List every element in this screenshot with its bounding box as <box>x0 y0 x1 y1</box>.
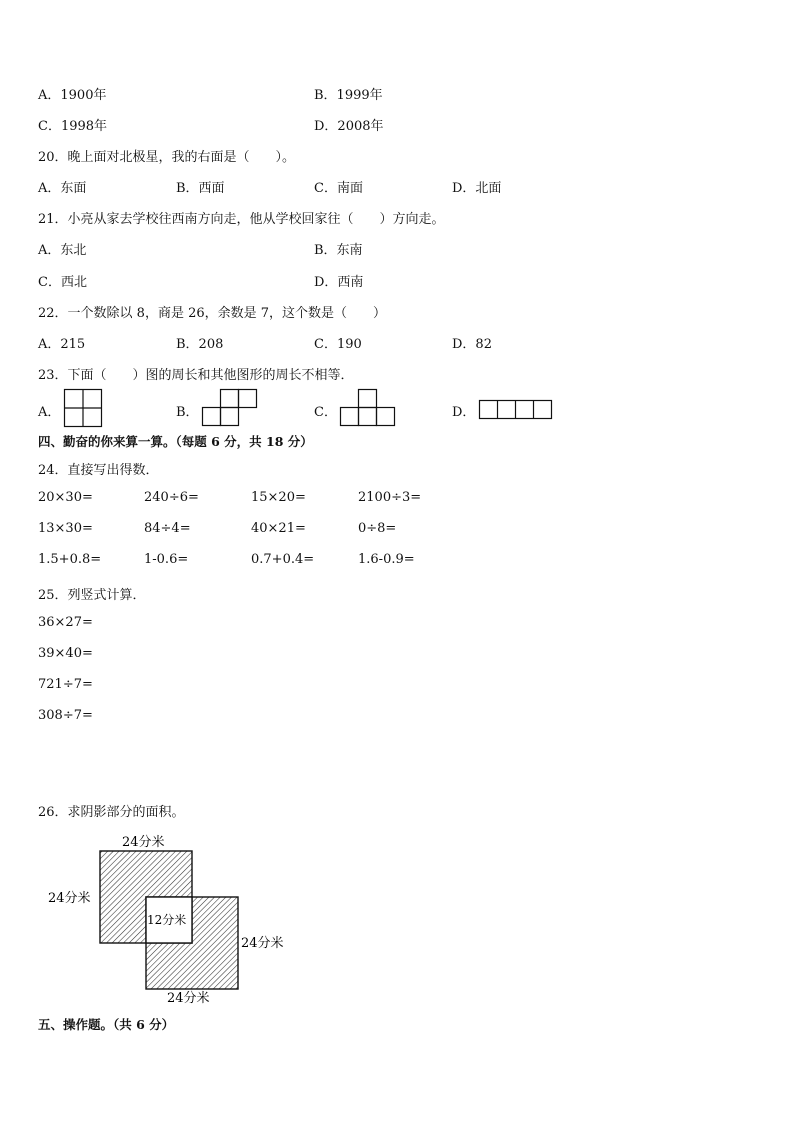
q24-expr: 0÷8= <box>358 521 397 536</box>
q24-expr: 1-0.6= <box>144 552 189 567</box>
q20-option-b: B．西面 <box>176 181 225 196</box>
q20-option-a: A．东面 <box>38 181 87 196</box>
q19-option-c: C．1998年 <box>38 119 108 134</box>
q24-expr: 13×30= <box>38 521 93 536</box>
q21-stem: 21．小亮从家去学校往西南方向走，他从学校回家往（ ）方向走。 <box>38 212 445 227</box>
q26-label-top: 24分米 <box>122 835 165 850</box>
1x4-row-squares-icon <box>479 400 555 422</box>
q24-expr: 1.6-0.9= <box>358 552 415 567</box>
q24-expr: 84÷4= <box>144 521 191 536</box>
q25-stem: 25．列竖式计算． <box>38 588 146 603</box>
q19-option-d: D．2008年 <box>314 119 384 134</box>
q24-expr: 0.7+0.4= <box>251 552 315 567</box>
t-shape-squares-icon <box>340 389 400 431</box>
q20-stem: 20．晚上面对北极星，我的右面是（ ）。 <box>38 150 296 165</box>
q23-option-d: D． <box>452 405 476 420</box>
q26-overlapping-squares-figure <box>40 828 310 1008</box>
q24-stem: 24．直接写出得数． <box>38 463 159 478</box>
q24-expr: 20×30= <box>38 490 93 505</box>
q19-option-b: B．1999年 <box>314 88 383 103</box>
q26-label-left: 24分米 <box>48 891 91 906</box>
q23-stem: 23．下面（ ）图的周长和其他图形的周长不相等． <box>38 368 354 383</box>
q24-expr: 240÷6= <box>144 490 199 505</box>
section4-title: 四、勤奋的你来算一算。（每题 6 分，共 18 分） <box>38 434 313 449</box>
q23-option-c: C． <box>314 405 337 420</box>
q24-expr: 40×21= <box>251 521 306 536</box>
q26-label-bottom: 24分米 <box>167 991 210 1006</box>
q22-option-a: A．215 <box>38 337 86 352</box>
q22-option-b: B．208 <box>176 337 224 352</box>
q26-label-right: 24分米 <box>241 936 284 951</box>
q25-item: 308÷7= <box>38 708 93 723</box>
q22-option-c: C．190 <box>314 337 362 352</box>
q20-option-c: C．南面 <box>314 181 363 196</box>
q21-option-d: D．西南 <box>314 275 364 290</box>
q22-stem: 22．一个数除以 8，商是 26，余数是 7，这个数是（ ） <box>38 306 387 321</box>
2x2-square-grid-icon <box>64 389 104 429</box>
q20-option-d: D．北面 <box>452 181 502 196</box>
q23-option-b: B． <box>176 405 199 420</box>
q24-expr: 1.5+0.8= <box>38 552 102 567</box>
q23-option-a: A． <box>38 405 61 420</box>
q25-item: 721÷7= <box>38 677 93 692</box>
stepped-squares-icon <box>202 389 262 431</box>
q22-option-d: D．82 <box>452 337 492 352</box>
q24-expr: 2100÷3= <box>358 490 422 505</box>
q25-item: 36×27= <box>38 615 93 630</box>
section5-title: 五、操作题。（共 6 分） <box>38 1017 175 1032</box>
q25-item: 39×40= <box>38 646 93 661</box>
q26-stem: 26．求阴影部分的面积。 <box>38 805 185 820</box>
q26-label-center: 12分米 <box>147 913 187 927</box>
q21-option-c: C．西北 <box>38 275 87 290</box>
q24-expr: 15×20= <box>251 490 306 505</box>
q21-option-a: A．东北 <box>38 243 87 258</box>
q21-option-b: B．东南 <box>314 243 363 258</box>
q19-option-a: A．1900年 <box>38 88 107 103</box>
